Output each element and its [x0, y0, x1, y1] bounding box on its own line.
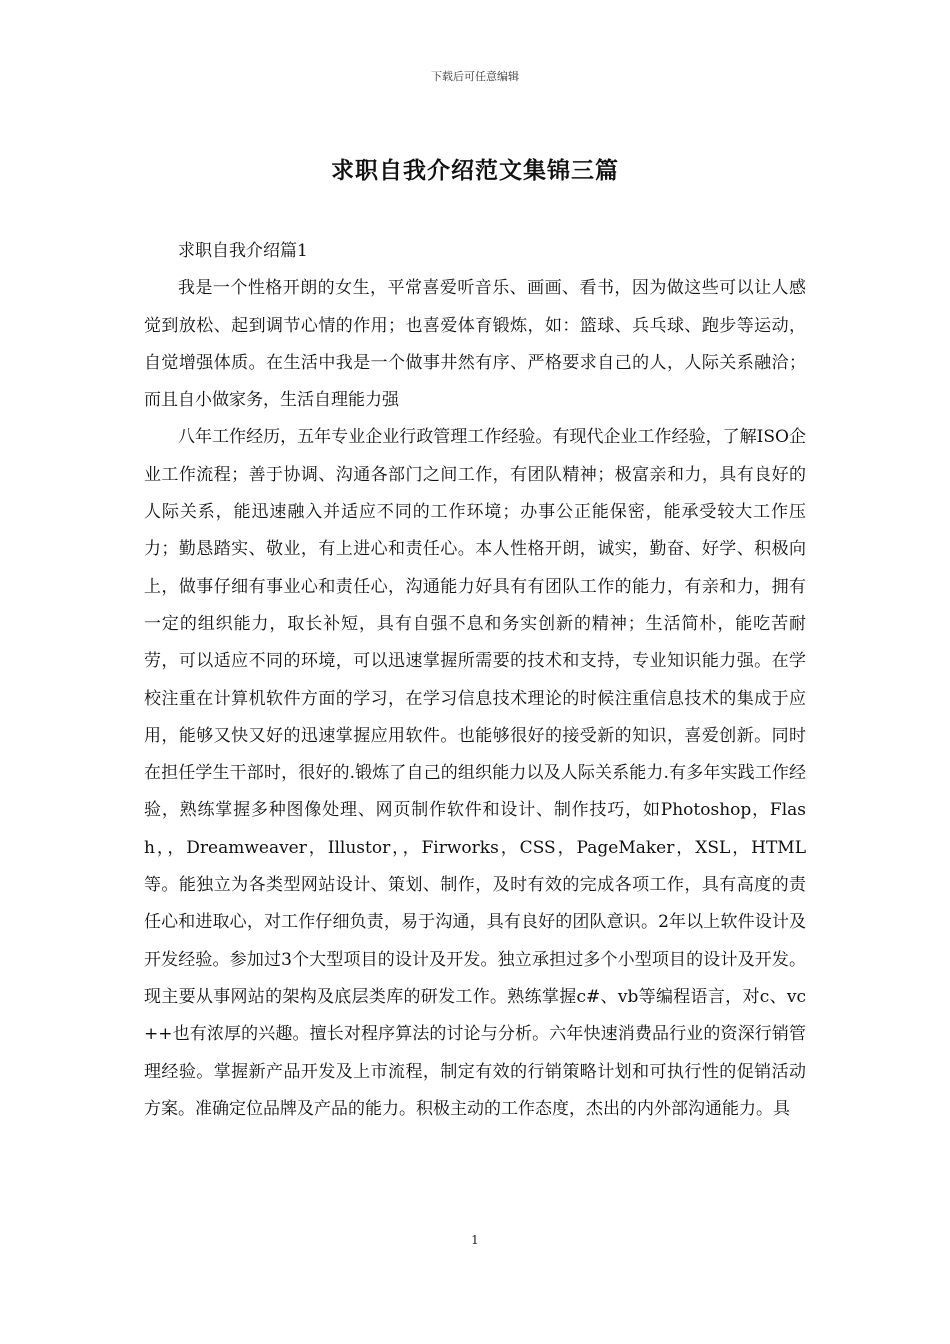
- paragraph-2: 八年工作经历，五年专业企业行政管理工作经验。有现代企业工作经验，了解ISO企业工作流程；善于协调、沟通各部门之间工作，有团队精神；极富亲和力，具有良好的人际关系，能迅速融入并适应不同的工作环境；办事公正能保密，能承受较大工作压力；勤恳踏实、敬业，有上进心和责任心。本人性格开朗，诚实，勤奋、好学、积极向上，做事仔细有事业心和责任心，沟通能力好具有有团队工作的能力，有亲和力，拥有一定的组织能力，取长补短，具有自强不息和务实创新的精神；生活简朴，能吃苦耐劳，可以适应不同的环境，可以迅速掌握所需要的技术和支持，专业知识能力强。在学校注重在计算机软件方面的学习，在学习信息技术理论的时候注重信息技术的集成于应用，能够又快又好的迅速掌握应用软件。也能够很好的接受新的知识，喜爱创新。同时在担任学生干部时，很好的.锻炼了自己的组织能力以及人际关系能力.有多年实践工作经验，熟练掌握多种图像处理、网页制作软件和设计、制作技巧，如Photoshop，Flash，，Dreamweaver，Illustor，，Firworks，CSS，PageMaker，XSL，HTML等。能独立为各类型网站设计、策划、制作，及时有效的完成各项工作，具有高度的责任心和进取心，对工作仔细负责，易于沟通，具有良好的团队意识。2年以上软件设计及开发经验。参加过3个大型项目的设计及开发。独立承担过多个小型项目的设计及开发。现主要从事网站的架构及底层类库的研发工作。熟练掌握c#、vb等编程语言，对c、vc++也有浓厚的兴趣。擅长对程序算法的讨论与分析。六年快速消费品行业的资深行销管理经验。掌握新产品开发及上市流程，制定有效的行销策略计划和可执行性的促销活动方案。准确定位品牌及产品的能力。积极主动的工作态度，杰出的内外部沟通能力。具: [144, 427, 806, 1119]
- document-title: 求职自我介绍范文集锦三篇: [331, 158, 619, 184]
- section-heading: 求职自我介绍篇1: [178, 241, 308, 261]
- paragraph-1: 我是一个性格开朗的女生，平常喜爱听音乐、画画、看书，因为做这些可以让人感觉到放松、起到调节心情的作用；也喜爱体育锻炼，如：篮球、兵乓球、跑步等运动，自觉增强体质。在生活中我是一个做事井然有序、严格要求自己的人，人际关系融洽；而且自小做家务，生活自理能力强: [144, 278, 806, 411]
- page-header: 下载后可任意编辑: [431, 70, 519, 83]
- page-number: 1: [471, 1233, 479, 1247]
- document-body: [144, 233, 806, 1128]
